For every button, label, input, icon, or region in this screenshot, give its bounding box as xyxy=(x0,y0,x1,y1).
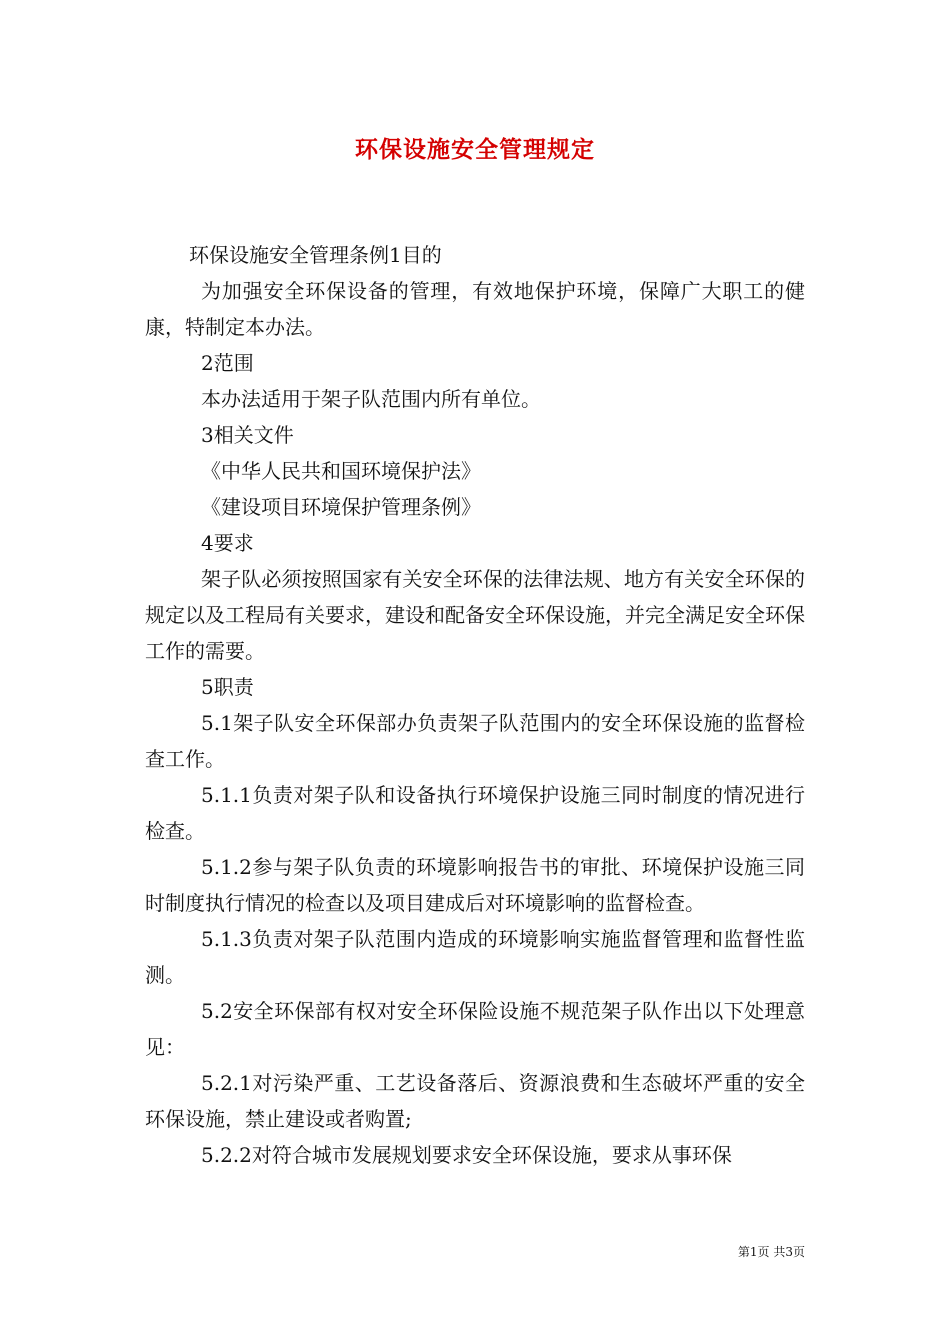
paragraph: 5.1.2参与架子队负责的环境影响报告书的审批、环境保护设施三同时制度执行情况的检查以及项目建成后对环境影响的监督检查。 xyxy=(145,855,805,915)
paragraph: 5.2安全环保部有权对安全环保险设施不规范架子队作出以下处理意见： xyxy=(145,999,805,1059)
paragraph: 5.1.1负责对架子队和设备执行环境保护设施三同时制度的情况进行检查。 xyxy=(145,783,805,843)
paragraph: 5.2.2对符合城市发展规划要求安全环保设施，要求从事环保 xyxy=(201,1143,732,1167)
section-heading: 4要求 xyxy=(201,531,254,555)
paragraph: 5.2.1对污染严重、工艺设备落后、资源浪费和生态破坏严重的安全环保设施，禁止建设或者购置; xyxy=(145,1071,805,1131)
reference-item: 《建设项目环境保护管理条例》 xyxy=(201,495,481,519)
paragraph: 架子队必须按照国家有关安全环保的法律法规、地方有关安全环保的规定以及工程局有关要求，建设和配备安全环保设施，并完全满足安全环保工作的需要。 xyxy=(145,567,805,663)
paragraph: 环保设施安全管理条例1目的 xyxy=(189,243,442,267)
section-heading: 2范围 xyxy=(201,351,254,375)
section-heading: 5职责 xyxy=(201,675,254,699)
page-number: 第1页 共3页 xyxy=(737,1245,805,1259)
paragraph: 5.1架子队安全环保部办负责架子队范围内的安全环保设施的监督检查工作。 xyxy=(145,711,805,771)
paragraph: 本办法适用于架子队范围内所有单位。 xyxy=(201,387,541,411)
document-title: 环保设施安全管理规定 xyxy=(355,136,595,163)
paragraph: 5.1.3负责对架子队范围内造成的环境影响实施监督管理和监督性监测。 xyxy=(145,927,805,987)
document-body xyxy=(145,237,805,1173)
section-heading: 3相关文件 xyxy=(201,423,294,447)
paragraph: 为加强安全环保设备的管理，有效地保护环境，保障广大职工的健康，特制定本办法。 xyxy=(145,279,805,339)
reference-item: 《中华人民共和国环境保护法》 xyxy=(201,459,481,483)
